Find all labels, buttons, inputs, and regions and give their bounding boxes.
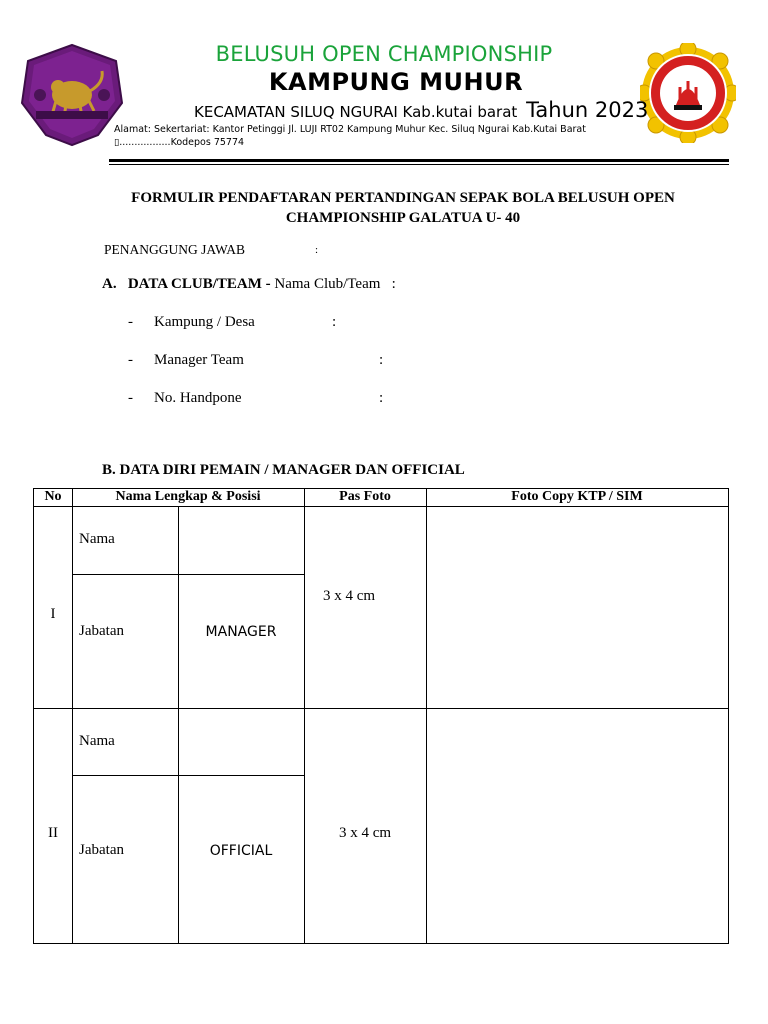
letterhead-district	[194, 98, 648, 122]
letterhead-subtitle: KAMPUNG MUHUR	[268, 68, 524, 96]
district-text: KECAMATAN SILUQ NGURAI Kab.kutai barat	[194, 103, 518, 121]
field-dash: -	[128, 390, 133, 406]
manager-team-colon: :	[379, 352, 384, 368]
header-no: No	[44, 489, 62, 504]
kampung-desa-label: Kampung / Desa	[154, 314, 255, 330]
letterhead-title: BELUSUH OPEN CHAMPIONSHIP	[215, 42, 553, 66]
letterhead-address: Alamat: Sekertariat: Kantor Petinggi Jl. LUJI RT02 Kampung Muhur Kec. Siluq Ngurai Kab.Kutai Barat	[114, 124, 586, 135]
club-name-colon: :	[384, 276, 396, 292]
jabatan-value: OFFICIAL	[209, 843, 273, 859]
kampung-desa-colon: :	[332, 314, 337, 330]
jabatan-label: Jabatan	[79, 842, 124, 858]
penanggung-jawab-colon: :	[315, 244, 319, 256]
nama-label: Nama	[79, 531, 115, 547]
manager-team-label: Manager Team	[154, 352, 244, 368]
letterhead-postcode: ▯.................Kodepos 75774	[114, 137, 245, 148]
handphone-label: No. Handpone	[154, 390, 242, 406]
club-name-label: Nama Club/Team	[274, 276, 381, 292]
section-b-heading: B. DATA DIRI PEMAIN / MANAGER DAN OFFICIAL	[102, 462, 465, 478]
header-ktp-sim: Foto Copy KTP / SIM	[511, 489, 643, 504]
field-dash: -	[128, 314, 133, 330]
jabatan-value: MANAGER	[205, 624, 277, 640]
row-number: II	[48, 825, 58, 841]
section-a-sep: -	[265, 276, 275, 292]
row-number: I	[50, 606, 56, 622]
nama-label: Nama	[79, 733, 115, 749]
field-dash: -	[128, 352, 133, 368]
handphone-colon: :	[379, 390, 384, 406]
jabatan-label: Jabatan	[79, 623, 124, 639]
photo-size-label: 3 x 4 cm	[338, 825, 392, 841]
year-text: Tahun 2023	[526, 98, 649, 122]
section-a-title: DATA CLUB/TEAM	[127, 276, 262, 292]
photo-size-label: 3 x 4 cm	[322, 588, 376, 604]
penanggung-jawab-label: PENANGGUNG JAWAB	[104, 242, 246, 257]
header-pas-foto: Pas Foto	[339, 489, 391, 504]
header-nama-lengkap: Nama Lengkap & Posisi	[115, 489, 261, 504]
section-a-marker: A.	[102, 276, 117, 292]
section-a-heading	[102, 276, 396, 293]
letterhead-divider-thin	[109, 164, 729, 165]
letterhead-divider-thick	[109, 159, 729, 162]
form-title: FORMULIR PENDAFTARAN PERTANDINGAN SEPAK BOLA BELUSUH OPEN CHAMPIONSHIP GALATUA U- 40	[131, 190, 675, 226]
